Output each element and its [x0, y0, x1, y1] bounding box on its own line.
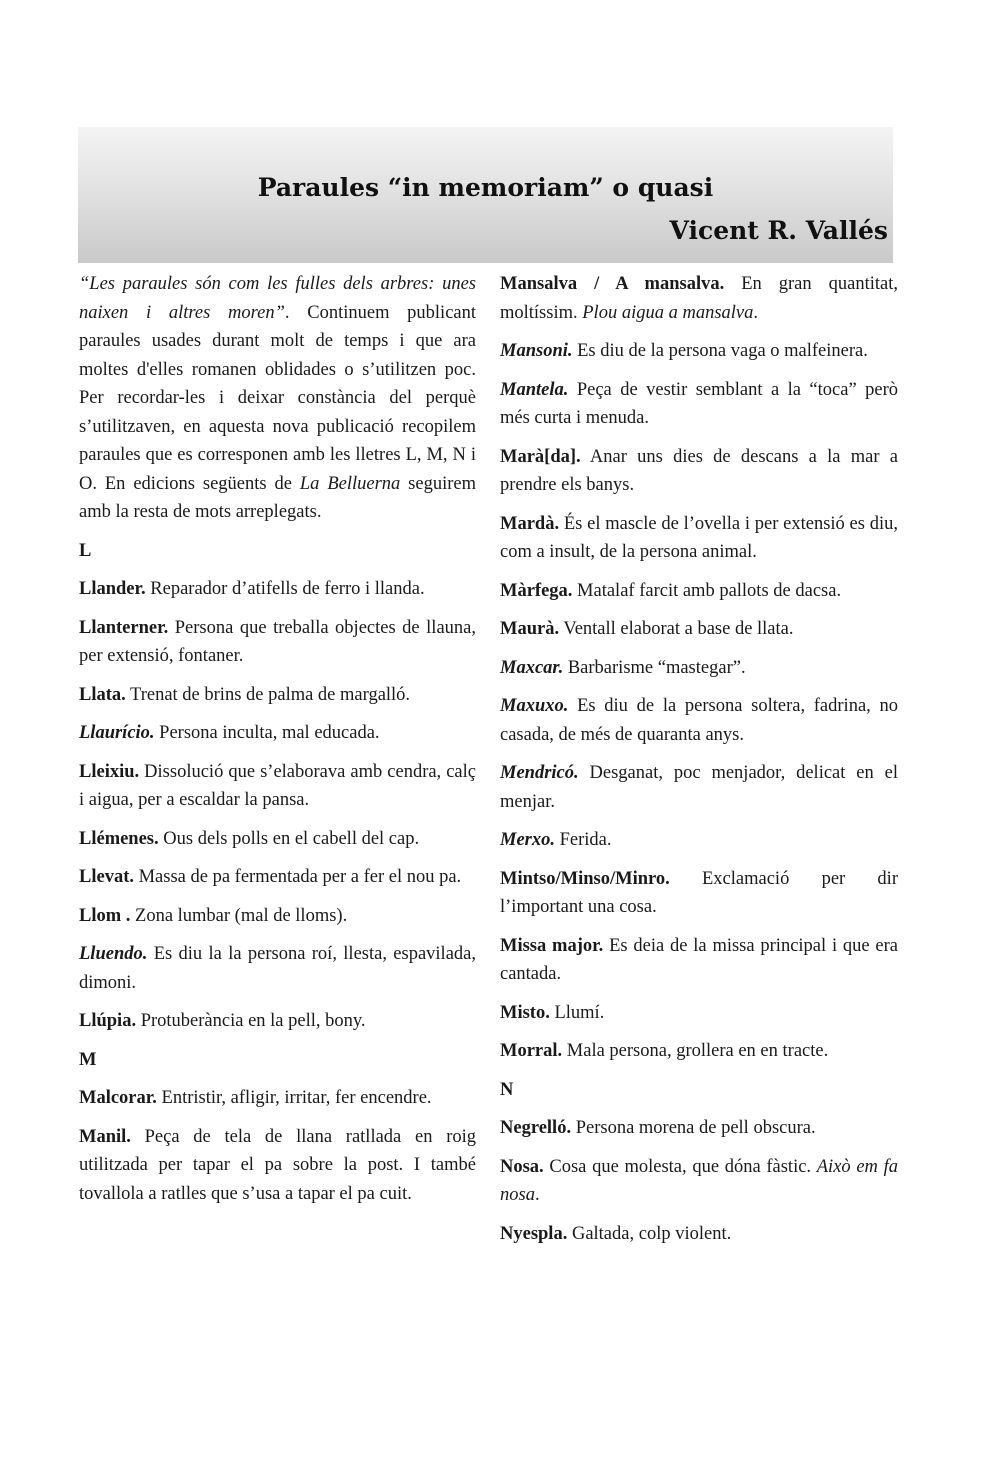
glossary-entry — [79, 940, 476, 997]
glossary-entry — [500, 337, 898, 366]
section-letter: N — [500, 1079, 514, 1100]
magazine-name: La Belluerna — [299, 473, 401, 494]
glossary-entry — [500, 692, 898, 749]
entry-headword: Llúpia. — [79, 1011, 137, 1031]
entry-definition: Dissolució que s’elaborava amb cendra, calç i aigua, per a escaldar la pansa. — [79, 761, 476, 810]
entry-headword: Missa major. — [500, 935, 604, 956]
entry-definition: Ventall elaborat a base de llata. — [559, 619, 794, 639]
entry-headword: Llaurício. — [79, 723, 155, 743]
entry-headword: Maxcar. — [500, 657, 564, 678]
entry-example-tail: . — [753, 302, 758, 323]
entry-definition: Trenat de brins de palma de margalló. — [125, 684, 411, 705]
glossary-entry — [79, 681, 476, 710]
glossary-entry — [500, 270, 898, 327]
entry-example-tail: . — [534, 1185, 540, 1205]
glossary-entry — [500, 443, 898, 500]
glossary-entry — [79, 1084, 476, 1113]
entry-definition: Massa de pa fermentada per a fer el nou pa. — [133, 867, 462, 887]
entry-headword: Negrelló. — [500, 1118, 572, 1138]
glossary-entry — [500, 865, 898, 922]
entry-definition: Exclamació per dir l’important una cosa. — [500, 868, 898, 917]
entry-headword: Mantela. — [500, 379, 569, 400]
glossary-entry — [79, 1007, 476, 1036]
entry-headword: Nyespla. — [500, 1223, 568, 1244]
entry-definition: Peça de vestir semblant a la “toca” però més curta i menuda. — [500, 379, 898, 428]
entry-headword: Mansoni. — [500, 341, 573, 361]
entry-definition: Barbarisme “mastegar”. — [563, 657, 746, 678]
entry-definition: Desganat, poc menjador, delicat en el menjar. — [500, 763, 898, 812]
intro-quote: “Les paraules són com les fulles dels arbres: unes naixen i altres moren” — [79, 274, 476, 323]
entry-headword: Maurà. — [500, 619, 560, 639]
article-header — [78, 127, 893, 263]
glossary-entry — [500, 1220, 898, 1249]
section-letter: L — [79, 540, 92, 561]
entry-headword: Màrfega. — [500, 580, 573, 601]
glossary-entry — [500, 1037, 898, 1066]
glossary-entry — [500, 826, 898, 855]
entry-headword: Morral. — [500, 1041, 563, 1061]
entry-headword: Llanterner. — [79, 617, 169, 638]
entry-headword: Llata. — [79, 684, 126, 705]
entry-definition: Entristir, afligir, irritar, fer encendre. — [156, 1088, 432, 1108]
article-author: Vicent R. Vallés — [669, 216, 888, 245]
entry-definition: Ferida. — [555, 830, 612, 850]
entry-headword: Maxuxo. — [500, 696, 569, 716]
entry-headword: Llom . — [79, 905, 131, 926]
glossary-entry — [500, 759, 898, 816]
left-column — [79, 270, 476, 1218]
entry-definition: Peça de tela de llana ratllada en roig utilitzada per tapar el pa sobre la post. I també tovallola a ratlles que s’usa a tapar el pa cuit. — [79, 1126, 476, 1204]
glossary-entry — [500, 999, 898, 1028]
article-title: Paraules “in memoriam” o quasi — [257, 173, 714, 202]
intro-paragraph — [79, 270, 476, 527]
entry-definition: Persona morena de pell obscura. — [571, 1118, 816, 1138]
entry-definition: Es diu de la persona soltera, fadrina, no casada, de més de quaranta anys. — [500, 696, 898, 745]
entry-headword: Mintso/Minso/Minro. — [500, 868, 670, 889]
entry-example: Plou aigua a mansalva — [582, 302, 754, 323]
entry-definition: Persona que treballa objectes de llauna, per extensió, fontaner. — [79, 617, 476, 666]
glossary-entry — [500, 654, 898, 683]
entry-definition: Es deia de la missa principal i que era cantada. — [500, 935, 899, 984]
entry-definition: En gran quantitat, moltíssim. — [500, 274, 898, 323]
intro-text: . Continuem publicant paraules usades durant molt de temps i que ara moltes d'elles romanen oblidades o s’utilitzen poc. Per recordar-les i deixar constància del perquè s’utilitzaven, en aquesta nova publicació recopilem paraules que es corresponen amb les lletres L, M, N i O. En edicions següents de — [79, 302, 477, 494]
entry-definition: Zona lumbar (mal de lloms). — [130, 905, 348, 926]
entry-headword: Mardà. — [500, 513, 560, 534]
entry-headword: Llevat. — [79, 867, 134, 887]
right-glossary — [500, 270, 898, 1248]
glossary-entry — [79, 719, 476, 748]
intro-text-end: seguirem amb la resta de mots arreplegats. — [79, 473, 476, 522]
entry-headword: Llander. — [79, 579, 146, 599]
entry-definition: Reparador d’atifells de ferro i llanda. — [145, 579, 425, 599]
glossary-entry — [79, 902, 476, 931]
entry-definition: Es diu de la persona vaga o malfeinera. — [572, 341, 868, 361]
entry-definition: Ous dels polls en el cabell del cap. — [158, 828, 420, 849]
entry-headword: Lluendo. — [79, 944, 148, 964]
entry-definition: Mala persona, grollera en en tracte. — [562, 1041, 829, 1061]
glossary-entry — [500, 1114, 898, 1143]
section-letter: M — [79, 1049, 97, 1070]
entry-headword: Merxo. — [500, 830, 555, 850]
entry-definition: Persona inculta, mal educada. — [154, 723, 380, 743]
entry-definition: Anar uns dies de descans a la mar a prendre els banys. — [500, 446, 898, 495]
entry-headword: Malcorar. — [79, 1088, 157, 1108]
entry-headword: Mendricó. — [500, 763, 579, 783]
glossary-entry — [500, 932, 898, 989]
glossary-entry — [500, 615, 898, 644]
glossary-entry — [500, 577, 898, 606]
entry-headword: Manil. — [79, 1126, 131, 1147]
right-column — [500, 270, 898, 1258]
glossary-entry — [500, 1153, 898, 1210]
entry-definition: Protuberància en la pell, bony. — [136, 1011, 366, 1031]
glossary-entry — [500, 510, 898, 567]
entry-headword: Misto. — [500, 1002, 550, 1023]
entry-definition: Llumí. — [549, 1002, 605, 1023]
entry-headword: Marà[da]. — [500, 446, 581, 467]
entry-headword: Llémenes. — [79, 828, 159, 849]
entry-definition: Es diu la la persona roí, llesta, espavilada, dimoni. — [79, 944, 476, 993]
entry-headword: Mansalva / A mansalva. — [500, 274, 725, 294]
entry-definition: Galtada, colp violent. — [567, 1223, 732, 1244]
glossary-entry — [79, 575, 476, 604]
entry-example: Això em fa nosa — [500, 1156, 898, 1205]
entry-headword: Lleixiu. — [79, 761, 140, 782]
left-glossary — [79, 537, 476, 1209]
glossary-entry — [79, 825, 476, 854]
glossary-entry — [500, 376, 898, 433]
glossary-entry — [79, 1123, 476, 1209]
glossary-entry — [79, 758, 476, 815]
entry-definition: És el mascle de l’ovella i per extensió es diu, com a insult, de la persona animal. — [500, 513, 898, 562]
entry-definition: Matalaf farcit amb pallots de dacsa. — [572, 580, 842, 601]
entry-definition: Cosa que molesta, que dóna fàstic. — [543, 1156, 817, 1177]
entry-headword: Nosa. — [500, 1156, 544, 1177]
glossary-entry — [79, 863, 476, 892]
glossary-entry — [79, 614, 476, 671]
